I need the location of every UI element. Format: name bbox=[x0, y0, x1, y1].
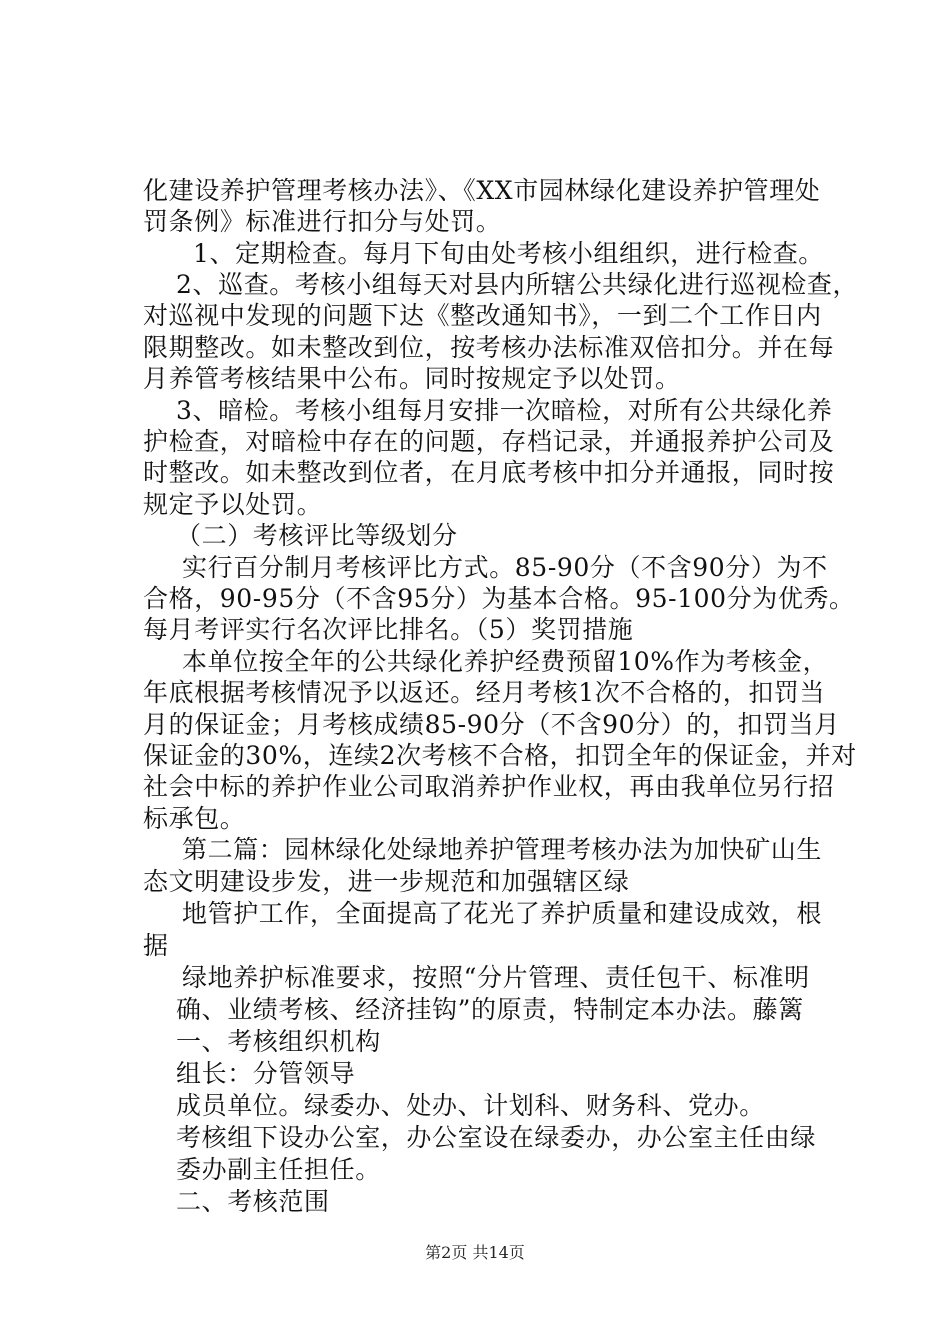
text-line: 规定予以处罚。 bbox=[143, 490, 323, 519]
text-line: 1、定期检查。每月下旬由处考核小组组织，进行检查。 bbox=[193, 239, 824, 268]
text-line: 委办副主任担任。 bbox=[176, 1155, 381, 1184]
text-line: 每月考评实行名次评比排名。（5）奖罚措施 bbox=[143, 615, 634, 644]
text-line: 实行百分制月考核评比方式。85-90分（不含90分）为不 bbox=[182, 553, 828, 582]
text-line: 护检查，对暗检中存在的问题，存档记录，并通报养护公司及 bbox=[143, 427, 835, 456]
text-line: 地管护工作，全面提高了花光了养护质量和建设成效，根 bbox=[182, 899, 823, 928]
text-line: 化建设养护管理考核办法》、《XX市园林绿化建设养护管理处 bbox=[143, 176, 821, 205]
text-line: 组长：分管领导 bbox=[176, 1059, 356, 1088]
text-line: 2、巡查。考核小组每天对县内所辖公共绿化进行巡视检查， bbox=[176, 270, 859, 299]
text-line: 标承包。 bbox=[143, 804, 246, 833]
section-heading: 一、考核组织机构 bbox=[176, 1027, 381, 1056]
text-line: 成员单位。绿委办、处办、计划科、财务科、党办。 bbox=[176, 1091, 765, 1120]
text-line: 绿地养护标准要求，按照“分片管理、责任包干、标准明 bbox=[182, 963, 810, 992]
text-line: 合格，90-95分（不含95分）为基本合格。95-100分为优秀。 bbox=[143, 584, 855, 613]
text-line: 对巡视中发现的问题下达《整改通知书》，一到二个工作日内 bbox=[143, 301, 822, 330]
text-line: 月养管考核结果中公布。同时按规定予以处罚。 bbox=[143, 364, 681, 393]
text-line: 罚条例》标准进行扣分与处罚。 bbox=[143, 207, 502, 236]
text-line: 据 bbox=[143, 931, 169, 960]
text-line: 确、业绩考核、经济挂钩”的原责，特制定本办法。藤篱 bbox=[176, 995, 804, 1024]
text-line: 社会中标的养护作业公司取消养护作业权，再由我单位另行招 bbox=[143, 772, 835, 801]
text-line: 保证金的30%，连续2次考核不合格，扣罚全年的保证金，并对 bbox=[143, 741, 857, 770]
text-line: 限期整改。如未整改到位，按考核办法标准双倍扣分。并在每 bbox=[143, 333, 835, 362]
text-line: 本单位按全年的公共绿化养护经费预留10%作为考核金， bbox=[182, 647, 829, 676]
section-heading: （二）考核评比等级划分 bbox=[176, 521, 458, 550]
text-line: 3、暗检。考核小组每月安排一次暗检，对所有公共绿化养 bbox=[176, 396, 833, 425]
text-line: 态文明建设步发，进一步规范和加强辖区绿 bbox=[143, 867, 630, 896]
text-line: 考核组下设办公室，办公室设在绿委办，办公室主任由绿 bbox=[176, 1123, 817, 1152]
text-line: 第二篇：园林绿化处绿地养护管理考核办法为加快矿山生 bbox=[182, 835, 823, 864]
page-number-footer: 第2页 共14页 bbox=[425, 1243, 525, 1262]
section-heading: 二、考核范围 bbox=[176, 1187, 330, 1216]
text-line: 时整改。如未整改到位者，在月底考核中扣分并通报，同时按 bbox=[143, 458, 835, 487]
text-line: 年底根据考核情况予以返还。经月考核1次不合格的，扣罚当 bbox=[143, 678, 826, 707]
text-line: 月的保证金；月考核成绩85-90分（不含90分）的，扣罚当月 bbox=[143, 710, 840, 739]
